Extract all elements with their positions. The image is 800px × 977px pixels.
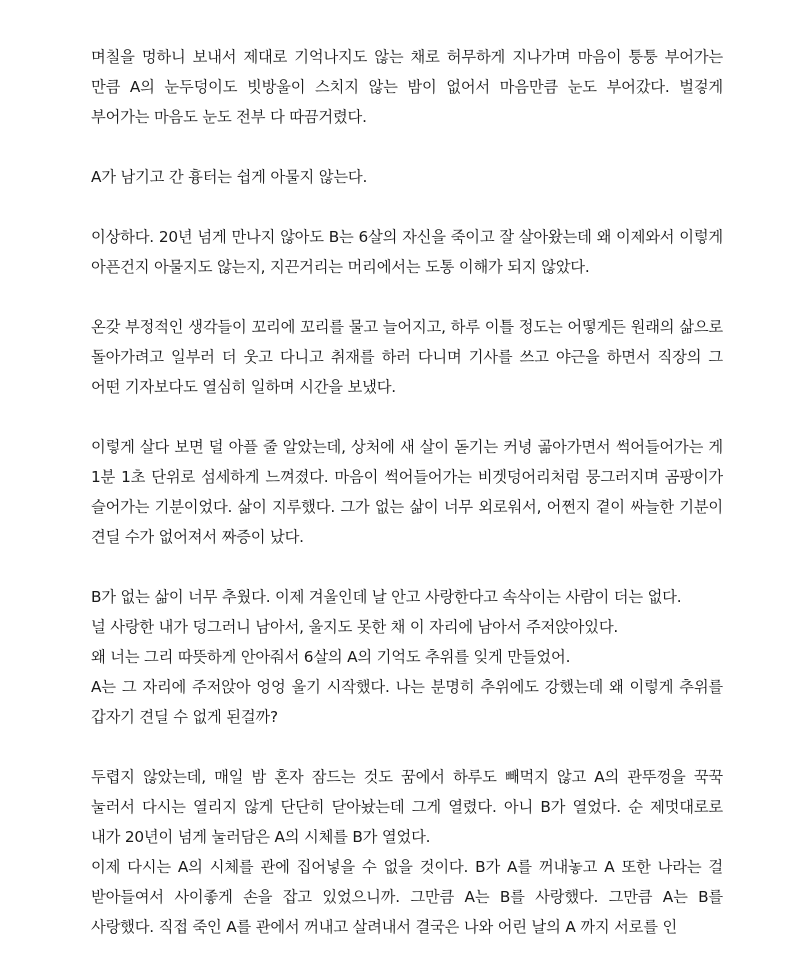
paragraph: A가 남기고 간 흉터는 쉽게 아물지 않는다. <box>91 168 368 186</box>
paragraph: 며칠을 멍하니 보내서 제대로 기억나지도 않는 채로 허무하게 지나가며 마음이 퉁퉁 부어가는 만큼 A의 눈두덩이도 빗방울이 스치지 않는 밤이 없어서 마음만큼 눈도 부어갔다. 벌겋게 부어가는 마음도 눈도 전부 다 따끔거렸다. <box>91 48 723 126</box>
paragraph-line: 왜 너는 그리 따뜻하게 안아줘서 6살의 A의 기억도 추위를 잊게 만들었어. <box>91 648 571 666</box>
paragraph-line: A는 그 자리에 주저앉아 엉엉 울기 시작했다. 나는 분명히 추위에도 강했는데 왜 이렇게 추위를 갑자기 견딜 수 없게 된걸까? <box>91 678 723 726</box>
paragraph-group <box>91 582 723 732</box>
paragraph: 이상하다. 20년 넘게 만나지 않아도 B는 6살의 자신을 죽이고 잘 살아왔는데 왜 이제와서 이렇게 아픈건지 아물지도 않는지, 지끈거리는 머리에서는 도통 이해가 되지 않았다. <box>91 228 723 276</box>
paragraph: 온갖 부정적인 생각들이 꼬리에 꼬리를 물고 늘어지고, 하루 이틀 정도는 어떻게든 원래의 삶으로 돌아가려고 일부러 더 웃고 다니고 취재를 하러 다니며 기사를 쓰고 야근을 하면서 직장의 그 어떤 기자보다도 열심히 일하며 시간을 보냈다. <box>91 318 723 396</box>
document-body <box>91 42 723 942</box>
paragraph-line: 두렵지 않았는데, 매일 밤 혼자 잠드는 것도 꿈에서 하루도 빼먹지 않고 A의 관뚜껑을 꾹꾹 눌러서 다시는 열리지 않게 단단히 닫아놨는데 그게 열렸다. 아니 B가 열었다. 순 제멋대로로 내가 20년이 넘게 눌러담은 A의 시체를 B가 열었다. <box>91 768 723 846</box>
paragraph-group <box>91 762 723 942</box>
paragraph-line: B가 없는 삶이 너무 추웠다. 이제 겨울인데 날 안고 사랑한다고 속삭이는 사람이 더는 없다. <box>91 588 682 606</box>
paragraph-line: 널 사랑한 내가 덩그러니 남아서, 울지도 못한 채 이 자리에 남아서 주저앉아있다. <box>91 618 619 636</box>
paragraph: 이렇게 살다 보면 덜 아플 줄 알았는데, 상처에 새 살이 돋기는 커녕 곪아가면서 썩어들어가는 게 1분 1초 단위로 섬세하게 느껴졌다. 마음이 썩어들어가는 비겟덩어리처럼 뭉그러지며 곰팡이가 슬어가는 기분이었다. 삶이 지루했다. 그가 없는 삶이 너무 외로워서, 어쩐지 곁이 싸늘한 기분이 견딜 수가 없어져서 짜증이 났다. <box>91 438 723 546</box>
paragraph-line: 이제 다시는 A의 시체를 관에 집어넣을 수 없을 것이다. B가 A를 꺼내놓고 A 또한 나라는 걸 받아들여서 사이좋게 손을 잡고 있었으니까. 그만큼 A는 B를 사랑했다. 그만큼 A는 B를 사랑했다. 직접 죽인 A를 관에서 꺼내고 살려내서 결국은 나와 어린 날의 A 까지 서로를 인 <box>91 858 723 936</box>
